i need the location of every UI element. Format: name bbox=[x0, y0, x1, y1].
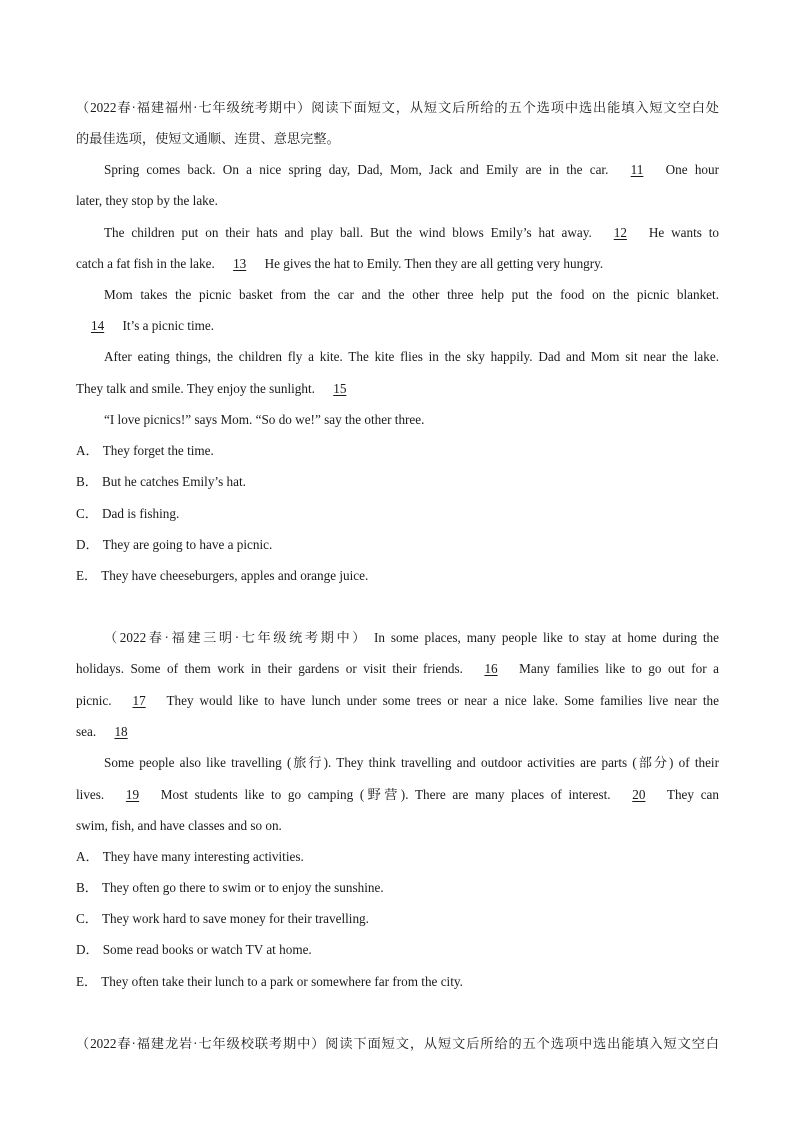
passage-text: Most students like to go camping (野营). There are many places of interest. bbox=[160, 787, 611, 802]
option-text: But he catches Emily’s hat. bbox=[101, 474, 246, 489]
option-letter: D． bbox=[76, 942, 99, 957]
passage-text: They talk and smile. They enjoy the sunlight. bbox=[76, 381, 315, 396]
passage-text: They can bbox=[666, 787, 719, 802]
s2-option-c[interactable] bbox=[76, 910, 719, 928]
blank-number: 17 bbox=[132, 693, 146, 708]
s1-option-d[interactable] bbox=[76, 536, 719, 554]
option-text: They are going to have a picnic. bbox=[102, 537, 273, 552]
option-text: They often go there to swim or to enjoy the sunshine. bbox=[101, 880, 384, 895]
blank-number: 16 bbox=[484, 661, 498, 676]
section3-header bbox=[76, 1035, 719, 1053]
passage-text: The children put on their hats and play ball. But the wind blows Emily’s hat away. bbox=[104, 225, 592, 240]
option-text: They often take their lunch to a park or somewhere far from the city. bbox=[101, 974, 463, 989]
blank-number: 14 bbox=[91, 318, 105, 333]
option-letter: A． bbox=[76, 849, 99, 864]
passage-text: picnic. bbox=[76, 693, 112, 708]
s1-paragraph-2-cont bbox=[76, 255, 719, 273]
s1-paragraph-3-cont bbox=[76, 317, 719, 335]
passage-text: In some places, many people like to stay at home during the bbox=[373, 630, 719, 645]
header-text: （2022春·福建福州·七年级统考期中）阅读下面短文，从短文后所给的五个选项中选出能填入短文空白处 bbox=[76, 100, 719, 115]
blank-17[interactable] bbox=[118, 692, 161, 710]
s1-option-a[interactable] bbox=[76, 442, 719, 460]
passage-text: holidays. Some of them work in their gardens or visit their friends. bbox=[76, 661, 463, 676]
option-text: They have many interesting activities. bbox=[102, 849, 304, 864]
blank-number: 19 bbox=[125, 787, 140, 802]
passage-text: sea. bbox=[76, 724, 97, 739]
option-text: They have cheeseburgers, apples and orange juice. bbox=[101, 568, 369, 583]
s1-paragraph-1 bbox=[104, 161, 719, 179]
s2-paragraph-1-line4 bbox=[76, 723, 719, 741]
s1-option-e[interactable] bbox=[76, 567, 719, 585]
s2-paragraph-2 bbox=[104, 754, 719, 772]
s1-paragraph-3 bbox=[104, 286, 719, 304]
header-text: 的最佳选项，使短文通顺、连贯、意思完整。 bbox=[76, 131, 340, 146]
passage-text: catch a fat fish in the lake. bbox=[76, 256, 215, 271]
blank-19[interactable] bbox=[111, 786, 154, 804]
option-letter: E． bbox=[76, 568, 98, 583]
blank-number: 12 bbox=[613, 225, 627, 240]
blank-number: 11 bbox=[630, 162, 644, 177]
passage-text: Spring comes back. On a nice spring day, Dad, Mom, Jack and Emily are in the car. bbox=[104, 162, 609, 177]
s2-option-d[interactable] bbox=[76, 941, 719, 959]
blank-15[interactable] bbox=[318, 380, 361, 398]
s2-option-b[interactable] bbox=[76, 879, 719, 897]
blank-number: 15 bbox=[333, 381, 347, 396]
s2-paragraph-2-line3 bbox=[76, 817, 719, 835]
option-text: Some read books or watch TV at home. bbox=[102, 942, 312, 957]
section2-header: （2022春·福建三明·七年级统考期中） bbox=[104, 630, 369, 645]
blank-14[interactable] bbox=[76, 317, 119, 335]
passage-text: After eating things, the children fly a kite. The kite flies in the sky happily. Dad and Mom sit near the lake. bbox=[104, 349, 719, 364]
s1-paragraph-1-cont bbox=[76, 192, 719, 210]
s1-paragraph-4-cont bbox=[76, 380, 719, 398]
s1-option-b[interactable] bbox=[76, 473, 719, 491]
option-letter: B． bbox=[76, 880, 98, 895]
s1-paragraph-5 bbox=[104, 411, 719, 429]
blank-20[interactable] bbox=[617, 786, 660, 804]
blank-number: 18 bbox=[114, 724, 128, 739]
option-text: Dad is fishing. bbox=[101, 506, 180, 521]
s1-paragraph-2 bbox=[104, 224, 719, 242]
passage-text: lives. bbox=[76, 787, 105, 802]
passage-text: later, they stop by the lake. bbox=[76, 193, 218, 208]
blank-18[interactable] bbox=[99, 723, 142, 741]
passage-text: Mom takes the picnic basket from the car and the other three help put the food on the picnic blanket. bbox=[104, 287, 719, 302]
passage-text: He wants to bbox=[648, 225, 720, 240]
passage-text: Some people also like travelling (旅行). They think travelling and outdoor activities are parts (部分) of their bbox=[104, 755, 719, 770]
blank-12[interactable] bbox=[599, 224, 642, 242]
passage-text: One hour bbox=[665, 162, 720, 177]
option-text: They forget the time. bbox=[102, 443, 214, 458]
option-letter: C． bbox=[76, 911, 98, 926]
s2-option-a[interactable] bbox=[76, 848, 719, 866]
option-letter: D． bbox=[76, 537, 99, 552]
passage-text: swim, fish, and have classes and so on. bbox=[76, 818, 282, 833]
s2-paragraph-1-line3 bbox=[76, 692, 719, 710]
option-letter: C． bbox=[76, 506, 98, 521]
section1-header-cont bbox=[76, 130, 719, 148]
blank-number: 20 bbox=[632, 787, 646, 802]
s2-paragraph-1 bbox=[104, 629, 719, 647]
blank-16[interactable] bbox=[469, 660, 512, 678]
option-letter: A． bbox=[76, 443, 99, 458]
s1-paragraph-4 bbox=[104, 348, 719, 366]
s2-paragraph-1-line2 bbox=[76, 660, 719, 678]
option-letter: E． bbox=[76, 974, 98, 989]
passage-text: Many families like to go out for a bbox=[519, 661, 719, 676]
s1-option-c[interactable] bbox=[76, 505, 719, 523]
blank-11[interactable] bbox=[616, 161, 659, 179]
blank-number: 13 bbox=[233, 256, 247, 271]
passage-text: It’s a picnic time. bbox=[122, 318, 215, 333]
option-text: They work hard to save money for their travelling. bbox=[101, 911, 369, 926]
header-text: （2022春·福建龙岩·七年级校联考期中）阅读下面短文，从短文后所给的五个选项中选出能填入短文空白 bbox=[76, 1036, 719, 1051]
passage-text: “I love picnics!” says Mom. “So do we!” say the other three. bbox=[104, 412, 425, 427]
s2-paragraph-2-line2 bbox=[76, 786, 719, 804]
blank-13[interactable] bbox=[218, 255, 261, 273]
section1-header bbox=[76, 99, 719, 117]
s2-option-e[interactable] bbox=[76, 973, 719, 991]
option-letter: B． bbox=[76, 474, 98, 489]
passage-text: They would like to have lunch under some trees or near a nice lake. Some families live near the bbox=[166, 693, 719, 708]
passage-text: He gives the hat to Emily. Then they are all getting very hungry. bbox=[264, 256, 604, 271]
